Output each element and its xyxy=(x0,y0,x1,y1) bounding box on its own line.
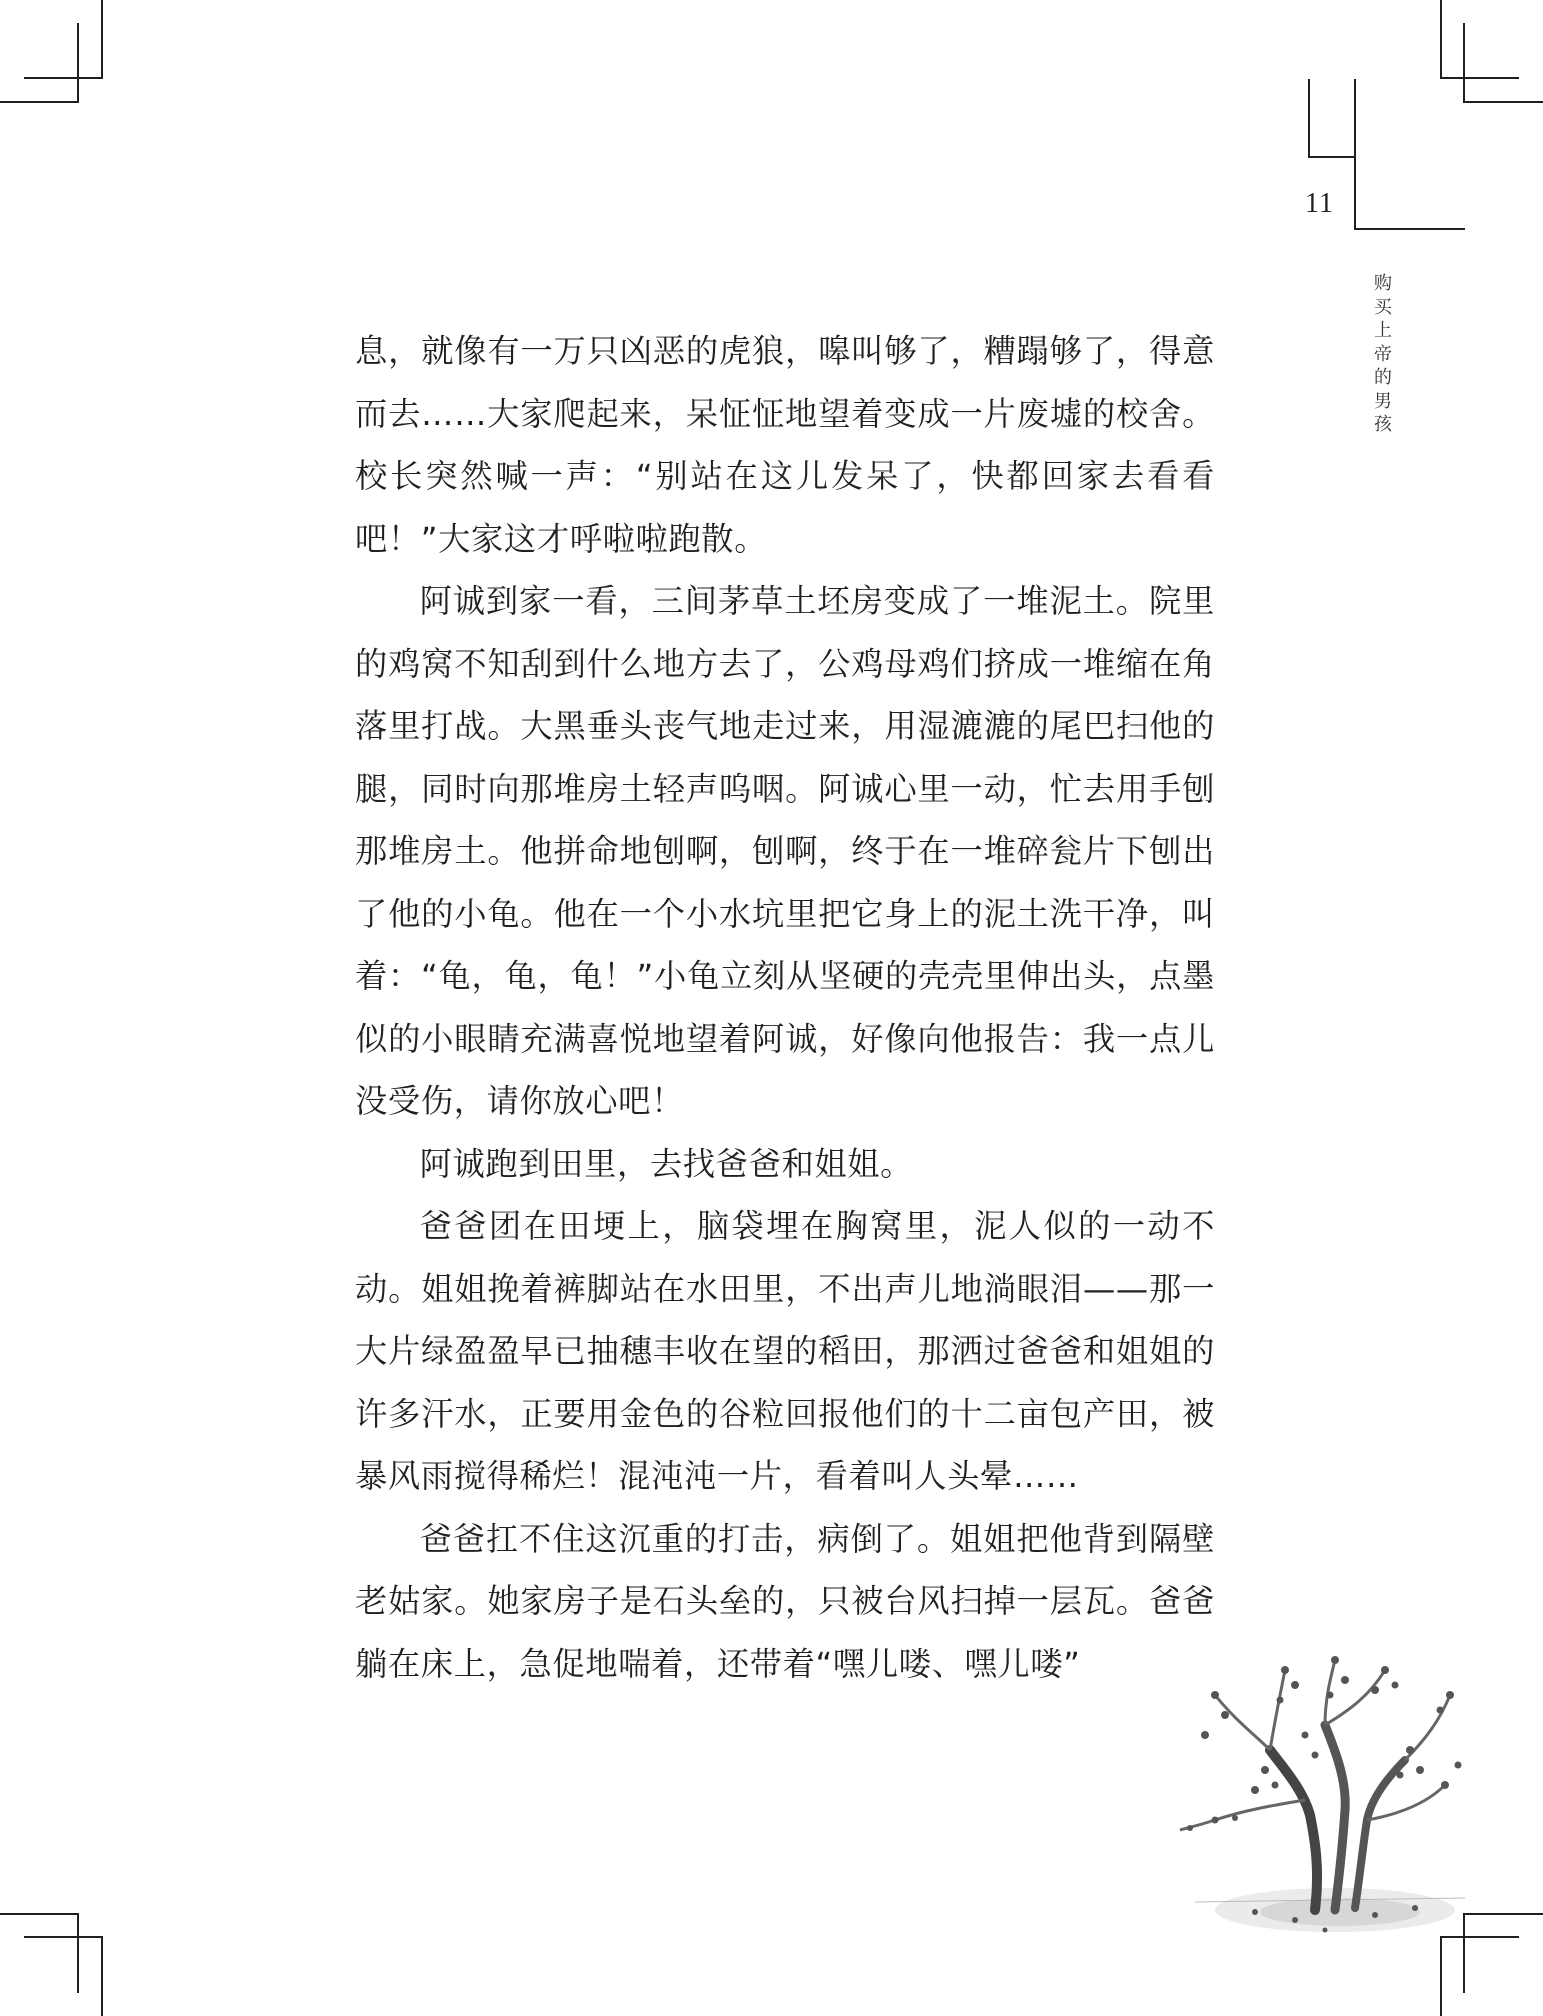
tree-with-fruit-icon xyxy=(1175,1640,1485,1960)
crop-mark-top-right-v1 xyxy=(1440,0,1442,79)
paragraph: 阿诚跑到田里，去找爸爸和姐姐。 xyxy=(419,1144,914,1183)
running-title: 购买上帝的男孩 xyxy=(1374,273,1392,435)
crop-mark-top-left-h2 xyxy=(0,101,79,103)
paragraph: 爸爸团在田埂上，脑袋埋在胸窝里，泥人似的一动不动。姐姐挽着裤脚站在水田里，不出声儿地淌眼泪——那一大片绿盈盈早已抽穗丰收在望的稻田，那洒过爸爸和姐姐的许多汗水，正要用金色的谷粒回报他们的十二亩包产田，被暴风雨搅得稀烂！混沌沌一片，看着叫人头晕…… xyxy=(355,1207,1215,1495)
header-bracket-h2 xyxy=(1354,228,1465,230)
crop-mark-top-left-h1 xyxy=(24,77,103,79)
crop-mark-bottom-left-h2 xyxy=(24,1936,103,1938)
header-bracket-v1 xyxy=(1308,79,1310,158)
crop-mark-top-right-h2 xyxy=(1463,101,1543,103)
crop-mark-bottom-left-v2 xyxy=(101,1936,103,2016)
header-bracket-h1 xyxy=(1308,156,1354,158)
crop-mark-bottom-left-v1 xyxy=(77,1913,79,1993)
crop-mark-top-left-v1 xyxy=(101,0,103,79)
crop-mark-bottom-left-h1 xyxy=(0,1913,79,1915)
tree-illustration xyxy=(1175,1640,1485,1960)
page-number: 11 xyxy=(1305,188,1334,219)
paragraph: 阿诚到家一看，三间茅草土坯房变成了一堆泥土。院里的鸡窝不知刮到什么地方去了，公鸡母鸡们挤成一堆缩在角落里打战。大黑垂头丧气地走过来，用湿漉漉的尾巴扫他的腿，同时向那堆房土轻声呜咽。阿诚心里一动，忙去用手刨那堆房土。他拼命地刨啊，刨啊，终于在一堆碎瓮片下刨出了他的小龟。他在一个小水坑里把它身上的泥土洗干净，叫着：“龟，龟，龟！”小龟立刻从坚硬的壳壳里伸出头，点墨似的小眼睛充满喜悦地望着阿诚，好像向他报告：我一点儿没受伤，请你放心吧！ xyxy=(355,582,1215,1120)
crop-mark-top-left-v2 xyxy=(77,23,79,103)
body-text xyxy=(355,320,1215,1695)
crop-mark-top-right-h1 xyxy=(1440,77,1519,79)
crop-mark-top-right-v2 xyxy=(1463,23,1465,103)
paragraph: 爸爸扛不住这沉重的打击，病倒了。姐姐把他背到隔壁老姑家。她家房子是石头垒的，只被台风扫掉一层瓦。爸爸躺在床上，急促地喘着，还带着“嘿儿喽、嘿儿喽” xyxy=(355,1519,1215,1683)
header-bracket-v2 xyxy=(1354,79,1356,229)
paragraph: 息，就像有一万只凶恶的虎狼，嗥叫够了，糟蹋够了，得意而去……大家爬起来，呆怔怔地望着变成一片废墟的校舍。校长突然喊一声：“别站在这儿发呆了，快都回家去看看吧！”大家这才呼啦啦跑散。 xyxy=(355,332,1215,558)
